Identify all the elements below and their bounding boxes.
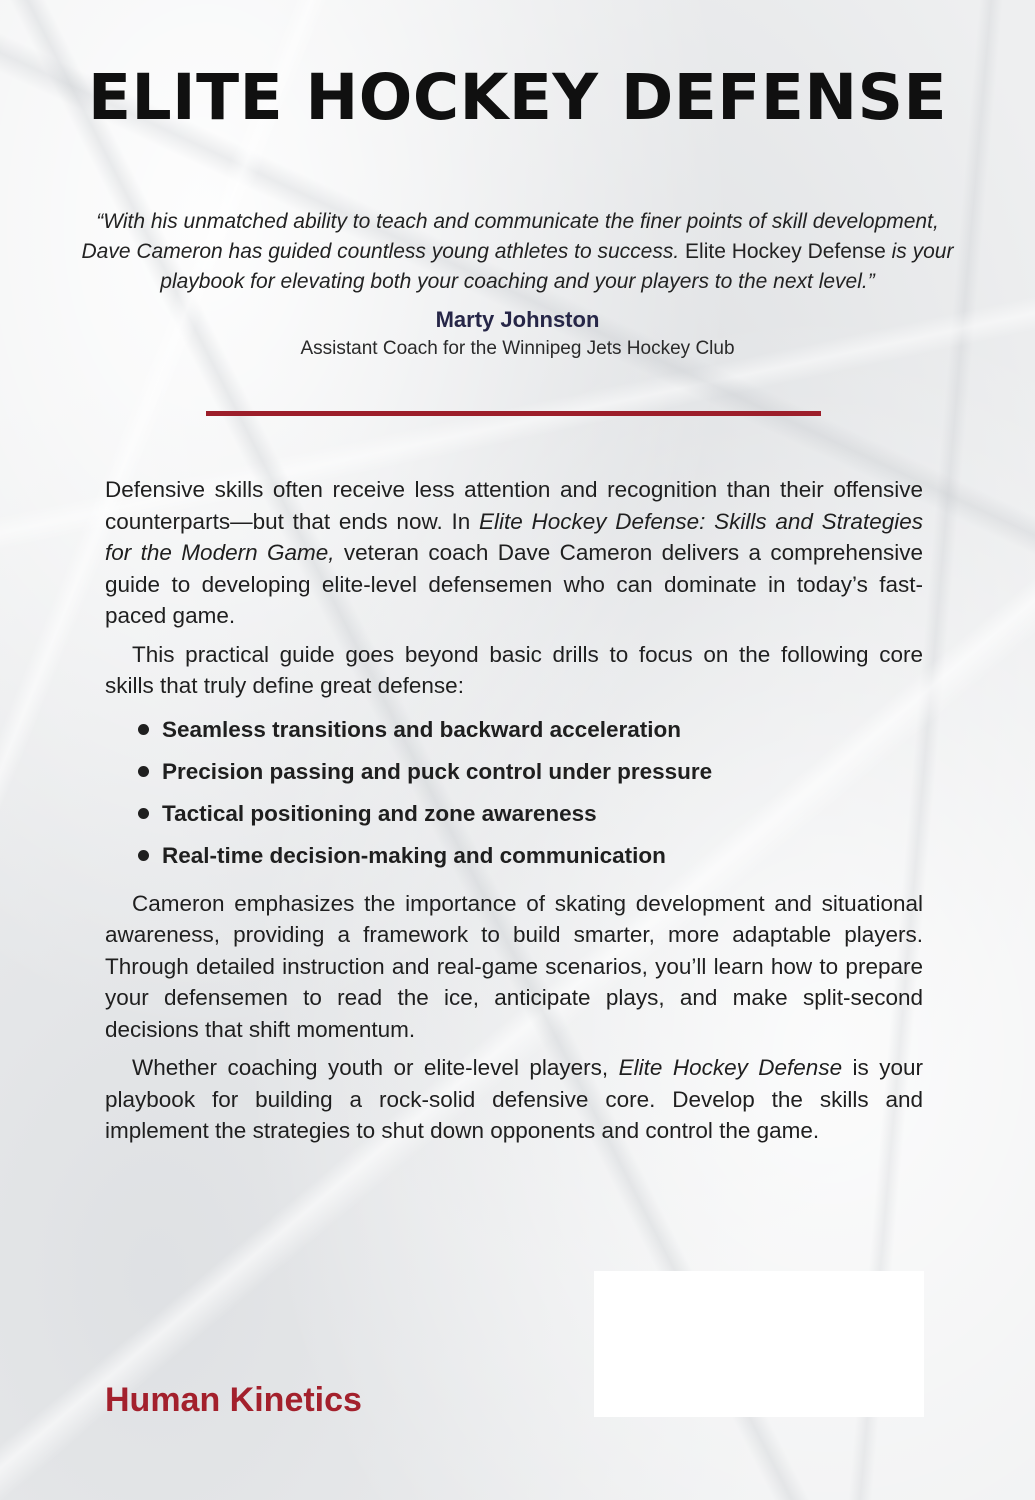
core-skills-list	[105, 709, 923, 877]
quote-author: Marty Johnston	[435, 307, 600, 332]
list-item-text: Real-time decision-making and communication	[162, 842, 666, 868]
bullet-icon	[138, 724, 149, 735]
p1-text-start: Defensive skills often receive less attention and recognition than their offensive counterparts—but that ends now. In	[105, 477, 923, 534]
description-paragraph-1	[105, 474, 923, 632]
p1-text-end: veteran coach Dave Cameron delivers a comprehensive guide to developing elite-level defensemen who can dominate in today’s fast-paced game.	[105, 540, 923, 628]
description	[105, 474, 923, 1154]
p1-book-title: Elite Hockey Defense: Skills and Strategies for the Modern Game,	[105, 508, 923, 565]
book-title: ELITE HOCKEY DEFENSE	[87, 61, 948, 134]
list-item-text: Tactical positioning and zone awareness	[162, 800, 597, 826]
quote-book-title: Elite Hockey Defense	[679, 240, 886, 263]
bullet-icon	[138, 766, 149, 777]
endorsement-quote	[80, 207, 955, 297]
section-divider	[206, 411, 821, 416]
quote-author-role: Assistant Coach for the Winnipeg Jets Hockey Club	[300, 338, 735, 359]
list-item	[105, 835, 923, 877]
quote-text-end: is your playbook for elevating both your coaching and your players to the next level.”	[160, 240, 954, 293]
list-item-text: Precision passing and puck control under pressure	[162, 758, 713, 784]
p4-text-start: Whether coaching youth or elite-level players,	[132, 1055, 619, 1080]
p4-book-title: Elite Hockey Defense	[618, 1055, 843, 1080]
description-paragraph-4	[105, 1052, 923, 1147]
barcode-area	[594, 1271, 924, 1417]
p4-text-end: is your playbook for building a rock-solid defensive core. Develop the skills and implement the strategies to shut down opponents and control the game.	[105, 1055, 923, 1143]
description-paragraph-3: Cameron emphasizes the importance of skating development and situational awareness, providing a framework to build smarter, more adaptable players. Through detailed instruction and real-game scenarios, you’ll learn how to prepare your defensemen to read the ice, anticipate plays, and make split-second decisions that shift momentum.	[105, 890, 923, 1042]
publisher-logo: Human Kinetics	[105, 1381, 362, 1419]
list-item-text: Seamless transitions and backward acceleration	[162, 716, 681, 742]
description-paragraph-2: This practical guide goes beyond basic drills to focus on the following core skills that truly define great defense:	[105, 641, 923, 698]
list-item	[105, 709, 923, 751]
list-item	[105, 793, 923, 835]
list-item	[105, 751, 923, 793]
bullet-icon	[138, 850, 149, 861]
quote-text-start: “With his unmatched ability to teach and communicate the finer points of skill development, Dave Cameron has guided countless young athletes to success.	[81, 210, 939, 263]
bullet-icon	[138, 808, 149, 819]
